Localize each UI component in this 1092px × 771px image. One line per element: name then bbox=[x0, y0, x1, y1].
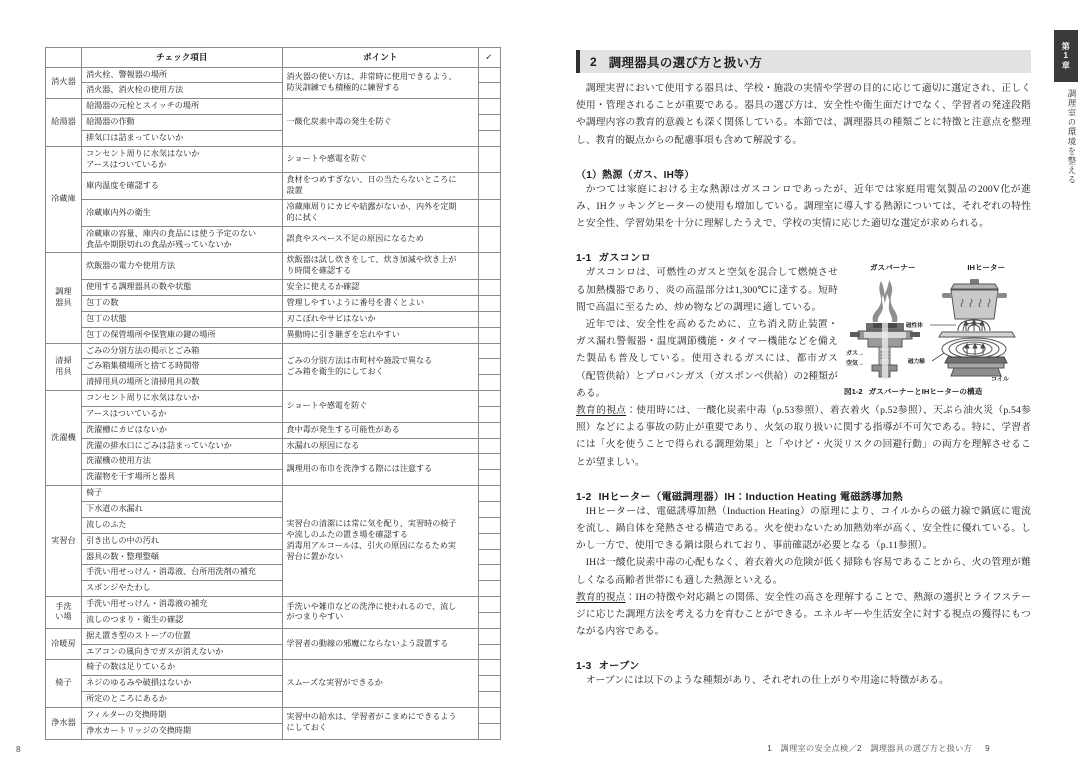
point-cell: 実習中の給水は、学習者がこまめにできるよう にしておく bbox=[282, 707, 478, 739]
table-row bbox=[46, 327, 501, 343]
header-point: ポイント bbox=[282, 48, 478, 68]
check-item-cell: 給湯器の作動 bbox=[82, 115, 282, 131]
item-1-3-paragraph-1: オーブンには以下のような種類があり、それぞれの仕上がりや用途に特徴がある。 bbox=[585, 675, 949, 687]
checkbox-cell[interactable] bbox=[478, 296, 500, 312]
category-cell: 給湯器 bbox=[46, 99, 82, 147]
checkbox-cell[interactable] bbox=[478, 99, 500, 115]
item-1-1-paragraph-1: ガスコンロは、可燃性のガスと空気を混合して燃焼させる加熱機器であり、炎の高温部分は1,300℃に達する。短時間で高温に至るため、炒め物などの調理に適している。 bbox=[576, 267, 838, 313]
header-check-item: チェック項目 bbox=[82, 48, 282, 68]
checkbox-cell[interactable] bbox=[478, 438, 500, 454]
item-1-3-number: 1-3 bbox=[576, 661, 592, 673]
checkbox-cell[interactable] bbox=[478, 486, 500, 502]
checkbox-cell[interactable] bbox=[478, 660, 500, 676]
checkbox-cell[interactable] bbox=[478, 146, 500, 173]
item-1-3-title: オーブン bbox=[598, 661, 640, 673]
checkbox-cell[interactable] bbox=[478, 311, 500, 327]
category-cell: 洗濯機 bbox=[46, 391, 82, 486]
page-number-left: 8 bbox=[16, 744, 21, 754]
table-row bbox=[46, 296, 501, 312]
item-1-2-heading bbox=[576, 488, 1031, 503]
figure-labels bbox=[844, 262, 1031, 273]
right-page-footer bbox=[767, 743, 990, 754]
check-item-cell: 手洗い用せっけん・消毒液、台所用洗剤の補充 bbox=[82, 565, 282, 581]
checkbox-cell[interactable] bbox=[478, 517, 500, 533]
checkbox-cell[interactable] bbox=[478, 581, 500, 597]
checkbox-cell[interactable] bbox=[478, 565, 500, 581]
check-item-cell: 流しのふた bbox=[82, 517, 282, 533]
check-item-cell: 器具の数・整理整頓 bbox=[82, 549, 282, 565]
check-item-cell: 包丁の数 bbox=[82, 296, 282, 312]
figure-annotation-magnetic-field: 磁力線 bbox=[908, 359, 925, 365]
item-1-2-title: IHヒーター（電磁調理器）IH：Induction Heating 電磁誘導加熱 bbox=[598, 491, 903, 503]
table-row bbox=[46, 660, 501, 676]
point-cell: ショートや感電を防ぐ bbox=[282, 146, 478, 173]
checkbox-cell[interactable] bbox=[478, 533, 500, 549]
checkbox-cell[interactable] bbox=[478, 501, 500, 517]
section-number: 2 bbox=[590, 54, 597, 69]
check-item-cell: ごみの分別方法の掲示とごみ箱 bbox=[82, 343, 282, 359]
safety-checklist-table-wrapper bbox=[45, 47, 501, 740]
figure-label-ih-heater: IHヒーター bbox=[967, 263, 1006, 272]
checkbox-cell[interactable] bbox=[478, 676, 500, 692]
checkbox-cell[interactable] bbox=[478, 406, 500, 422]
figure-annotation-air: 空気→ bbox=[846, 361, 865, 367]
check-item-cell: エアコンの風向きでガスが消えないか bbox=[82, 644, 282, 660]
section-title: 調理器具の選び方と扱い方 bbox=[608, 55, 763, 70]
point-cell: ショートや感電を防ぐ bbox=[282, 391, 478, 423]
check-item-cell: 包丁の状態 bbox=[82, 311, 282, 327]
check-item-cell: 炊飯器の電力や使用方法 bbox=[82, 253, 282, 280]
running-head: 1 調理室の安全点検／2 調理器具の選び方と扱い方 bbox=[767, 744, 973, 753]
check-item-cell: 所定のところにあるか bbox=[82, 692, 282, 708]
checkbox-cell[interactable] bbox=[478, 391, 500, 407]
check-item-cell: 洗濯物を干す場所と器具 bbox=[82, 470, 282, 486]
item-1-1-viewpoint bbox=[576, 402, 1031, 471]
category-cell: 手洗 い場 bbox=[46, 597, 82, 629]
right-page bbox=[546, 0, 1092, 771]
check-item-cell: 下水道の水漏れ bbox=[82, 501, 282, 517]
point-cell: 水漏れの原因になる bbox=[282, 438, 478, 454]
check-item-cell: 消火栓、警報器の場所 bbox=[82, 67, 282, 83]
table-row bbox=[46, 311, 501, 327]
viewpoint-label: 教育的視点 bbox=[576, 591, 626, 603]
check-item-cell: 消火器、消火栓の使用方法 bbox=[82, 83, 282, 99]
table-row bbox=[46, 99, 501, 115]
check-item-cell: 清掃用具の場所と清掃用具の数 bbox=[82, 375, 282, 391]
check-item-cell: 浄水カートリッジの交換時期 bbox=[82, 723, 282, 739]
item-1-2-number: 1-2 bbox=[576, 491, 592, 503]
figure-illustration bbox=[844, 275, 1031, 383]
section-intro-paragraph: 調理実習において使用する器具は、学校・施設の実情や学習の目的に応じて適切に選定され、正しく使用・管理されることが重要である。器具の選び方は、安全性や衛生面だけでなく、学習者の発達段階や調理内容の教育的意義とも深く関係している。本節では、調理器具の種類ごとに特徴と注意点を整理し、教育的観点からの配慮事項も含めて解説する。 bbox=[576, 83, 1031, 146]
checkbox-cell[interactable] bbox=[478, 226, 500, 253]
viewpoint-text: ：使用時には、一酸化炭素中毒（p.53参照）、着衣着火（p.52参照）、天ぷら油火災（p.54参照）などによる事故の防止が重要であり、火気の取り扱いに関する指導が不可欠である。特に、学習者には「火を使うことで得られる調理効果」と「やけど・火災リスクの回避行動」の両方を理解させることが望ましい。 bbox=[576, 405, 1032, 468]
check-item-cell: アースはついているか bbox=[82, 406, 282, 422]
figure-1-2 bbox=[844, 262, 1031, 397]
figure-annotation-coil: コイル bbox=[991, 377, 1009, 383]
figure-annotation-gas: ガス→ bbox=[846, 351, 865, 357]
item-1-2-paragraph-2: IHは一酸化炭素中毒の心配もなく、着衣着火の危険が低く掃除も容易であることから、火の管理が難しくなる高齢者世帯にも適した熱源といえる。 bbox=[576, 557, 1031, 586]
checkbox-cell[interactable] bbox=[478, 359, 500, 375]
checkbox-cell[interactable] bbox=[478, 130, 500, 146]
table-row bbox=[46, 343, 501, 359]
check-item-cell: フィルターの交換時期 bbox=[82, 707, 282, 723]
point-cell: 異動時に引き継ぎを忘れやすい bbox=[282, 327, 478, 343]
checkbox-cell[interactable] bbox=[478, 549, 500, 565]
checkbox-cell[interactable] bbox=[478, 612, 500, 628]
check-item-cell: 椅子の数は足りているか bbox=[82, 660, 282, 676]
check-item-cell: 引き出しの中の汚れ bbox=[82, 533, 282, 549]
table-row bbox=[46, 226, 501, 253]
checkbox-cell[interactable] bbox=[478, 707, 500, 723]
figure-caption-text: ガスバーナーとIHヒーターの構造 bbox=[868, 387, 983, 396]
check-item-cell: 冷蔵庫の容量、庫内の食品には使う予定のない 食品や期限切れの食品が残っていないか bbox=[82, 226, 282, 253]
checkbox-cell[interactable] bbox=[478, 628, 500, 644]
table-row bbox=[46, 280, 501, 296]
viewpoint-label: 教育的視点 bbox=[576, 405, 627, 417]
check-item-cell: コンセント周りに水気はないか bbox=[82, 391, 282, 407]
checkbox-cell[interactable] bbox=[478, 597, 500, 613]
item-1-2-paragraph-1: IHヒーターは、電磁誘導加熱（Induction Heating）の原理により、コイルからの磁力線で鍋底に電流を流し、鍋自体を発熱させる構造である。火を使わないため加熱効率が高く、安全性に優れている。しかし一方で、使用できる鍋は限られており、事前確認が必要となる（p.11参照）。 bbox=[576, 505, 1031, 552]
check-item-cell: 庫内温度を確認する bbox=[82, 173, 282, 200]
header-category bbox=[46, 48, 82, 68]
gas-burner-drawing bbox=[846, 280, 920, 380]
checkbox-cell[interactable] bbox=[478, 67, 500, 83]
point-cell: 炊飯器は試し炊きをして、炊き加減や炊き上が り時間を確認する bbox=[282, 253, 478, 280]
point-cell: 食材をつめすぎない、日の当たらないところに 設置 bbox=[282, 173, 478, 200]
spacer bbox=[576, 232, 1031, 249]
checkbox-cell[interactable] bbox=[478, 470, 500, 486]
header-checkmark bbox=[478, 48, 500, 68]
item-1-3-heading bbox=[576, 657, 1031, 672]
item-1-2-viewpoint bbox=[576, 589, 1031, 641]
check-item-cell: 据え置き型のストーブの位置 bbox=[82, 628, 282, 644]
section-header bbox=[576, 50, 1031, 73]
table-row bbox=[46, 173, 501, 200]
table-header-row bbox=[46, 48, 501, 68]
checkbox-cell[interactable] bbox=[478, 253, 500, 280]
point-cell: 実習台の清潔には常に気を配り、実習時の椅子 や流しのふたの置き場を確認する 消毒用アルコールは、引火の原因になるため実 習台に置かない bbox=[282, 486, 478, 597]
spacer bbox=[576, 640, 1031, 657]
check-icon: ✓ bbox=[485, 51, 494, 63]
viewpoint-text: ：IHの特徴や対応鍋との関係、安全性の高さを理解することで、熱源の選択とライフステージに応じた調理方法を考える力を育むことができる。エネルギーや生活安全に対する視点の獲得にもつながる内容である。 bbox=[576, 591, 1031, 638]
check-item-cell: 洗濯の排水口にごみは詰まっていないか bbox=[82, 438, 282, 454]
point-cell: 安全に使えるか確認 bbox=[282, 280, 478, 296]
checkbox-cell[interactable] bbox=[478, 422, 500, 438]
ih-heater-drawing bbox=[906, 279, 1015, 383]
checkbox-cell[interactable] bbox=[478, 115, 500, 131]
spacer bbox=[576, 149, 1031, 166]
category-cell: 清掃 用具 bbox=[46, 343, 82, 391]
table-row bbox=[46, 454, 501, 470]
chapter-kanji-shou: 章 bbox=[1061, 60, 1071, 70]
safety-checklist-table bbox=[45, 47, 501, 740]
table-row bbox=[46, 200, 501, 227]
item-1-1-number: 1-1 bbox=[576, 253, 592, 265]
point-cell: 刃こぼれやサビはないか bbox=[282, 311, 478, 327]
point-cell: 管理しやすいように番号を書くとよい bbox=[282, 296, 478, 312]
checkbox-cell[interactable] bbox=[478, 723, 500, 739]
table-row bbox=[46, 438, 501, 454]
check-item-cell: 排気口は詰まっていないか bbox=[82, 130, 282, 146]
checkbox-cell[interactable] bbox=[478, 173, 500, 200]
table-row bbox=[46, 628, 501, 644]
chapter-title-vertical: 調理室の環境を整える bbox=[1067, 89, 1077, 185]
category-cell: 冷蔵庫 bbox=[46, 146, 82, 253]
check-item-cell: コンセント周りに水気はないか アースはついているか bbox=[82, 146, 282, 173]
check-item-cell: スポンジやたわし bbox=[82, 581, 282, 597]
check-item-cell: 洗濯機の使用方法 bbox=[82, 454, 282, 470]
table-row bbox=[46, 707, 501, 723]
checkbox-cell[interactable] bbox=[478, 343, 500, 359]
checkbox-cell[interactable] bbox=[478, 375, 500, 391]
point-cell: 食中毒が発生する可能性がある bbox=[282, 422, 478, 438]
table-row bbox=[46, 67, 501, 83]
check-item-cell: 洗濯槽にカビはないか bbox=[82, 422, 282, 438]
page-number-right: 9 bbox=[985, 744, 990, 753]
checkbox-cell[interactable] bbox=[478, 454, 500, 470]
checkbox-cell[interactable] bbox=[478, 83, 500, 99]
check-item-cell: 手洗い用せっけん・消毒液の補充 bbox=[82, 597, 282, 613]
chapter-number: 1 bbox=[1063, 51, 1069, 61]
check-item-cell: 包丁の保管場所や保管庫の鍵の場所 bbox=[82, 327, 282, 343]
point-cell: 一酸化炭素中毒の発生を防ぐ bbox=[282, 99, 478, 147]
figure-annotation-magnetic-body: 磁性体 bbox=[906, 323, 923, 329]
point-cell: 消火器の使い方は、非常時に使用できるよう、 防災訓練でも積極的に練習する bbox=[282, 67, 478, 99]
subsection-1-heading: （1）熱源（ガス、IH等） bbox=[576, 169, 695, 181]
point-cell: ごみの分別方法は市町村や施設で異なる ごみ箱を衛生的にしておく bbox=[282, 343, 478, 391]
category-cell: 実習台 bbox=[46, 486, 82, 597]
check-item-cell: ネジのゆるみや破損はないか bbox=[82, 676, 282, 692]
check-item-cell: 使用する調理器具の数や状態 bbox=[82, 280, 282, 296]
chapter-kanji-dai: 第 bbox=[1061, 42, 1071, 52]
table-row bbox=[46, 422, 501, 438]
point-cell: 調理用の布巾を洗浄する際には注意する bbox=[282, 454, 478, 486]
category-cell: 浄水器 bbox=[46, 707, 82, 739]
check-item-cell: 給湯器の元栓とスイッチの場所 bbox=[82, 99, 282, 115]
point-cell: スムーズな実習ができるか bbox=[282, 660, 478, 708]
chapter-side-tab bbox=[1054, 30, 1078, 252]
checkbox-cell[interactable] bbox=[478, 692, 500, 708]
point-cell: 誤食やスペース不足の原因になるため bbox=[282, 226, 478, 253]
point-cell: 学習者の動線の邪魔にならないよう設置する bbox=[282, 628, 478, 660]
table-row bbox=[46, 253, 501, 280]
checkbox-cell[interactable] bbox=[478, 200, 500, 227]
spacer bbox=[576, 471, 1031, 488]
figure-caption-number: 図1-2 bbox=[844, 387, 863, 396]
category-cell: 調理 器具 bbox=[46, 253, 82, 343]
table-body bbox=[46, 67, 501, 739]
table-row bbox=[46, 146, 501, 173]
checkbox-cell[interactable] bbox=[478, 327, 500, 343]
table-row bbox=[46, 486, 501, 502]
category-cell: 冷暖房 bbox=[46, 628, 82, 660]
check-item-cell: ごみ箱集積場所と捨てる時間帯 bbox=[82, 359, 282, 375]
figure-label-gas-burner: ガスバーナー bbox=[869, 263, 916, 272]
category-cell: 消火器 bbox=[46, 67, 82, 99]
item-1-1-title: ガスコンロ bbox=[598, 253, 652, 265]
checkbox-cell[interactable] bbox=[478, 280, 500, 296]
table-row bbox=[46, 597, 501, 613]
table-row bbox=[46, 391, 501, 407]
point-cell: 手洗いや雑巾などの洗浄に使われるので、流し がつまりやすい bbox=[282, 597, 478, 629]
subsection-1-paragraph: かつては家庭における主な熱源はガスコンロであったが、近年では家庭用電気製品の200V化が進み、IHクッキングヒーターの使用も増加している。調理室に導入する熱源については、それぞれの特性と安全性、学習効果を十分に理解したうえで、学校の実情に応じた適切な選定が求められる。 bbox=[576, 183, 1031, 230]
check-item-cell: 冷蔵庫内外の衛生 bbox=[82, 200, 282, 227]
item-1-1-paragraph-2: 近年では、安全性を高めるために、立ち消え防止装置・ガス漏れ警報器・温度調節機能・タイマー機能などを備えた製品も普及している。使用されるガスには、都市ガス（配管供給）とプロパンガス（ガスボンベ供給）の2種類がある。 bbox=[576, 319, 838, 399]
point-cell: 冷蔵庫周りにカビや結露がないか、内外を定期 的に拭く bbox=[282, 200, 478, 227]
checkbox-cell[interactable] bbox=[478, 644, 500, 660]
check-item-cell: 椅子 bbox=[82, 486, 282, 502]
check-item-cell: 流しのつまり・衛生の確認 bbox=[82, 612, 282, 628]
chapter-badge bbox=[1054, 30, 1078, 82]
table-head bbox=[46, 48, 501, 68]
category-cell: 椅子 bbox=[46, 660, 82, 708]
figure-caption bbox=[844, 386, 1031, 397]
